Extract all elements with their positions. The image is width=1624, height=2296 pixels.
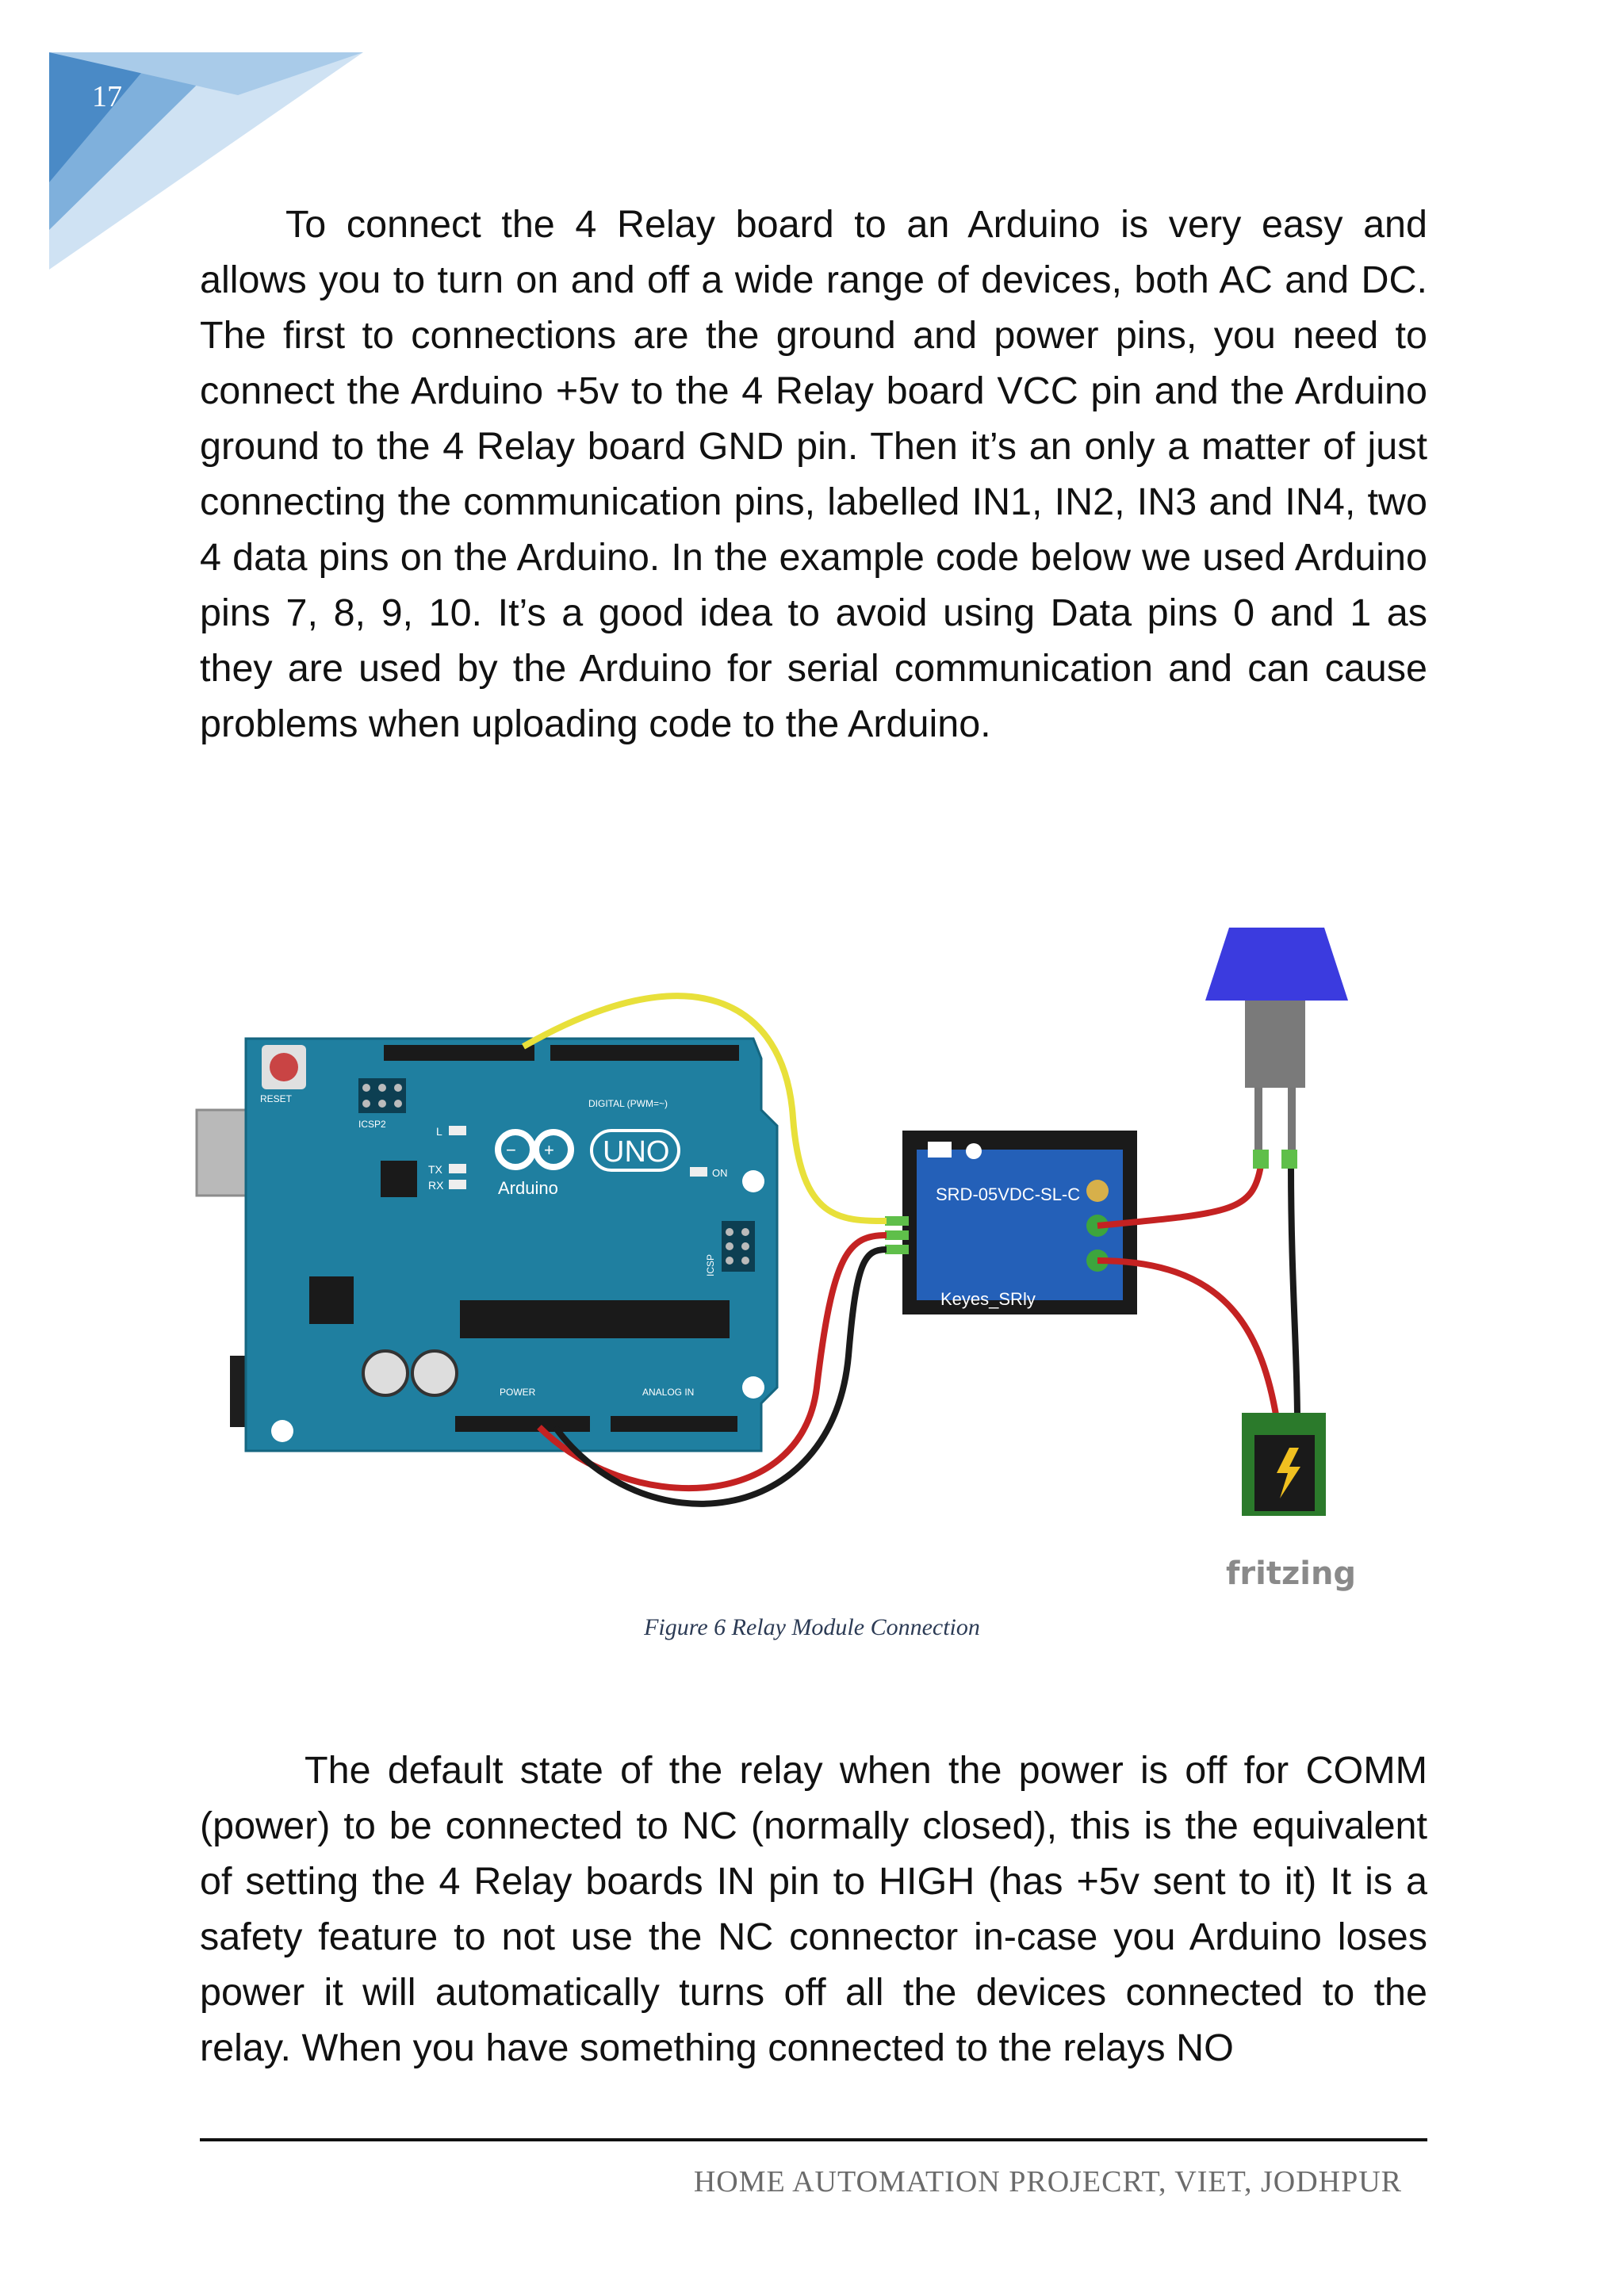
digital-label: DIGITAL (PWM=~) (588, 1098, 668, 1109)
icsp-label: ICSP (705, 1253, 716, 1276)
relay-brand-label: Keyes_SRly (940, 1289, 1036, 1309)
page-number: 17 (92, 80, 122, 113)
icsp2-label: ICSP2 (358, 1119, 386, 1130)
tx-label: TX (428, 1163, 442, 1176)
figure-caption: Figure 6 Relay Module Connection (644, 1614, 980, 1640)
paragraph-2: The default state of the relay when the power is off for COMM (power) to be connected to NC (normally closed), this is the equivalent of setting the 4 Relay boards IN pin to HIGH (has +5v sent to it) It is a safety feature to not use the NC connector in-case you Arduino loses power it will automatically turns off all the devices connected to the relay. When you have something connected to the relays NO (200, 1749, 1427, 2069)
paragraph-1: To connect the 4 Relay board to an Arduino is very easy and allows you to turn on and off a wide range of devices, both AC and DC. The first to connections are the ground and power pins, you need to connect the Arduino +5v to the 4 Relay board VCC pin and the Arduino ground to the 4 Relay board GND pin. Then it’s an only a matter of just connecting the communication pins, labelled IN1, IN2, IN3 and IN4, two 4 data pins on the Arduino. In the example code below we used Arduino pins 7, 8, 9, 10. It’s a good idea to avoid using Data pins 0 and 1 as they are used by the Arduino for serial communication and can cause problems when uploading code to the Arduino. (200, 203, 1427, 745)
svg-text:+: + (544, 1140, 554, 1160)
relay-model-label: SRD-05VDC-SL-C (936, 1184, 1081, 1204)
footer-rule (200, 2138, 1427, 2141)
on-label: ON (712, 1167, 728, 1179)
svg-text:−: − (506, 1140, 516, 1160)
lamp-body (1245, 1001, 1305, 1088)
l-led-label: L (436, 1125, 442, 1138)
footer-text: HOME AUTOMATION PROJECRT, VIET, JODHPUR (693, 2165, 1402, 2198)
fritzing-watermark: fritzing (1226, 1556, 1357, 1592)
uno-label: UNO (603, 1135, 670, 1169)
analog-label: ANALOG IN (642, 1387, 695, 1398)
power-label: POWER (500, 1387, 536, 1398)
arduino-brand-label: Arduino (498, 1178, 558, 1198)
relay-connection-figure (119, 880, 1530, 1609)
black-wire-load (1291, 1165, 1297, 1419)
lamp-shade (1205, 928, 1348, 1001)
rx-label: RX (428, 1179, 444, 1192)
reset-label: RESET (260, 1093, 293, 1104)
